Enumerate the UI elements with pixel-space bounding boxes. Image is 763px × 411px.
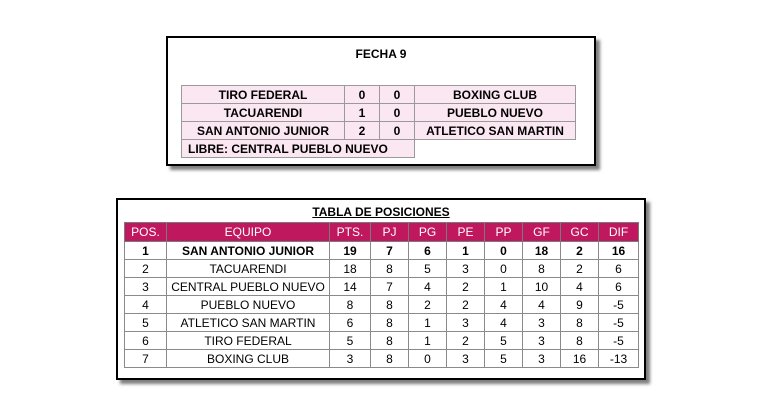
table-row <box>125 260 639 278</box>
cell-pp: 0 <box>485 242 523 260</box>
cell-pj: 8 <box>371 350 409 368</box>
cell-pos: 3 <box>125 278 167 296</box>
cell-pe: 1 <box>447 242 485 260</box>
cell-pos: 1 <box>125 242 167 260</box>
cell-pj: 8 <box>371 260 409 278</box>
table-row <box>125 332 639 350</box>
match-away-goals: 0 <box>380 104 415 122</box>
cell-pe: 2 <box>447 332 485 350</box>
cell-equipo: TIRO FEDERAL <box>167 332 330 350</box>
match-home-goals: 0 <box>345 86 380 104</box>
header-pp: PP <box>485 223 523 242</box>
cell-pe: 2 <box>447 296 485 314</box>
match-row <box>182 104 576 122</box>
standings-card <box>116 198 646 380</box>
cell-gc: 9 <box>561 296 599 314</box>
cell-gf: 3 <box>523 350 561 368</box>
table-row <box>125 314 639 332</box>
cell-pp: 4 <box>485 296 523 314</box>
cell-gc: 2 <box>561 242 599 260</box>
cell-pos: 4 <box>125 296 167 314</box>
table-row <box>125 242 639 260</box>
cell-gc: 16 <box>561 350 599 368</box>
cell-pp: 4 <box>485 314 523 332</box>
cell-pts: 19 <box>330 242 371 260</box>
header-gf: GF <box>523 223 561 242</box>
cell-dif: 6 <box>599 278 639 296</box>
cell-pj: 8 <box>371 296 409 314</box>
cell-pp: 1 <box>485 278 523 296</box>
cell-dif: 6 <box>599 260 639 278</box>
libre-row <box>182 140 576 158</box>
cell-pos: 6 <box>125 332 167 350</box>
table-row <box>125 350 639 368</box>
cell-pts: 18 <box>330 260 371 278</box>
cell-gc: 8 <box>561 314 599 332</box>
libre-label: LIBRE: CENTRAL PUEBLO NUEVO <box>182 140 415 158</box>
cell-dif: -5 <box>599 314 639 332</box>
header-pos: POS. <box>125 223 167 242</box>
header-equipo: EQUIPO <box>167 223 330 242</box>
cell-pe: 3 <box>447 314 485 332</box>
fixture-card <box>166 36 596 166</box>
header-pg: PG <box>409 223 447 242</box>
match-home-goals: 1 <box>345 104 380 122</box>
cell-pj: 7 <box>371 278 409 296</box>
cell-equipo: ATLETICO SAN MARTIN <box>167 314 330 332</box>
table-row <box>125 278 639 296</box>
table-row <box>125 296 639 314</box>
cell-pts: 8 <box>330 296 371 314</box>
cell-pg: 0 <box>409 350 447 368</box>
cell-equipo: BOXING CLUB <box>167 350 330 368</box>
cell-dif: 16 <box>599 242 639 260</box>
standings-header-row <box>125 223 639 242</box>
match-row <box>182 122 576 140</box>
match-away-team: BOXING CLUB <box>415 86 576 104</box>
cell-pg: 1 <box>409 332 447 350</box>
cell-pts: 5 <box>330 332 371 350</box>
cell-gc: 2 <box>561 260 599 278</box>
cell-gf: 18 <box>523 242 561 260</box>
cell-pg: 1 <box>409 314 447 332</box>
header-pe: PE <box>447 223 485 242</box>
empty-cell <box>415 140 576 158</box>
cell-pj: 7 <box>371 242 409 260</box>
cell-pp: 0 <box>485 260 523 278</box>
cell-pts: 6 <box>330 314 371 332</box>
header-pts: PTS. <box>330 223 371 242</box>
cell-pe: 3 <box>447 350 485 368</box>
match-away-goals: 0 <box>380 86 415 104</box>
match-home-goals: 2 <box>345 122 380 140</box>
header-pj: PJ <box>371 223 409 242</box>
cell-pos: 5 <box>125 314 167 332</box>
cell-pts: 3 <box>330 350 371 368</box>
match-away-team: PUEBLO NUEVO <box>415 104 576 122</box>
cell-pe: 2 <box>447 278 485 296</box>
cell-gf: 8 <box>523 260 561 278</box>
cell-gc: 4 <box>561 278 599 296</box>
cell-gc: 8 <box>561 332 599 350</box>
match-row <box>182 86 576 104</box>
cell-pos: 7 <box>125 350 167 368</box>
cell-pp: 5 <box>485 350 523 368</box>
cell-pos: 2 <box>125 260 167 278</box>
cell-dif: -5 <box>599 332 639 350</box>
match-away-team: ATLETICO SAN MARTIN <box>415 122 576 140</box>
header-dif: DIF <box>599 223 639 242</box>
cell-equipo: SAN ANTONIO JUNIOR <box>167 242 330 260</box>
cell-equipo: TACUARENDI <box>167 260 330 278</box>
cell-pg: 6 <box>409 242 447 260</box>
header-gc: GC <box>561 223 599 242</box>
cell-pg: 5 <box>409 260 447 278</box>
fixture-table <box>181 85 576 158</box>
cell-equipo: CENTRAL PUEBLO NUEVO <box>167 278 330 296</box>
cell-pp: 5 <box>485 332 523 350</box>
cell-equipo: PUEBLO NUEVO <box>167 296 330 314</box>
cell-gf: 3 <box>523 332 561 350</box>
match-away-goals: 0 <box>380 122 415 140</box>
cell-dif: -5 <box>599 296 639 314</box>
match-home-team: SAN ANTONIO JUNIOR <box>182 122 345 140</box>
cell-gf: 10 <box>523 278 561 296</box>
cell-pj: 8 <box>371 314 409 332</box>
match-home-team: TACUARENDI <box>182 104 345 122</box>
cell-gf: 4 <box>523 296 561 314</box>
cell-pe: 3 <box>447 260 485 278</box>
cell-pg: 4 <box>409 278 447 296</box>
match-home-team: TIRO FEDERAL <box>182 86 345 104</box>
cell-pg: 2 <box>409 296 447 314</box>
cell-pts: 14 <box>330 278 371 296</box>
standings-title: TABLA DE POSICIONES <box>312 205 450 219</box>
fixture-title: FECHA 9 <box>355 47 407 61</box>
cell-pj: 8 <box>371 332 409 350</box>
standings-table <box>124 222 639 368</box>
cell-dif: -13 <box>599 350 639 368</box>
cell-gf: 3 <box>523 314 561 332</box>
